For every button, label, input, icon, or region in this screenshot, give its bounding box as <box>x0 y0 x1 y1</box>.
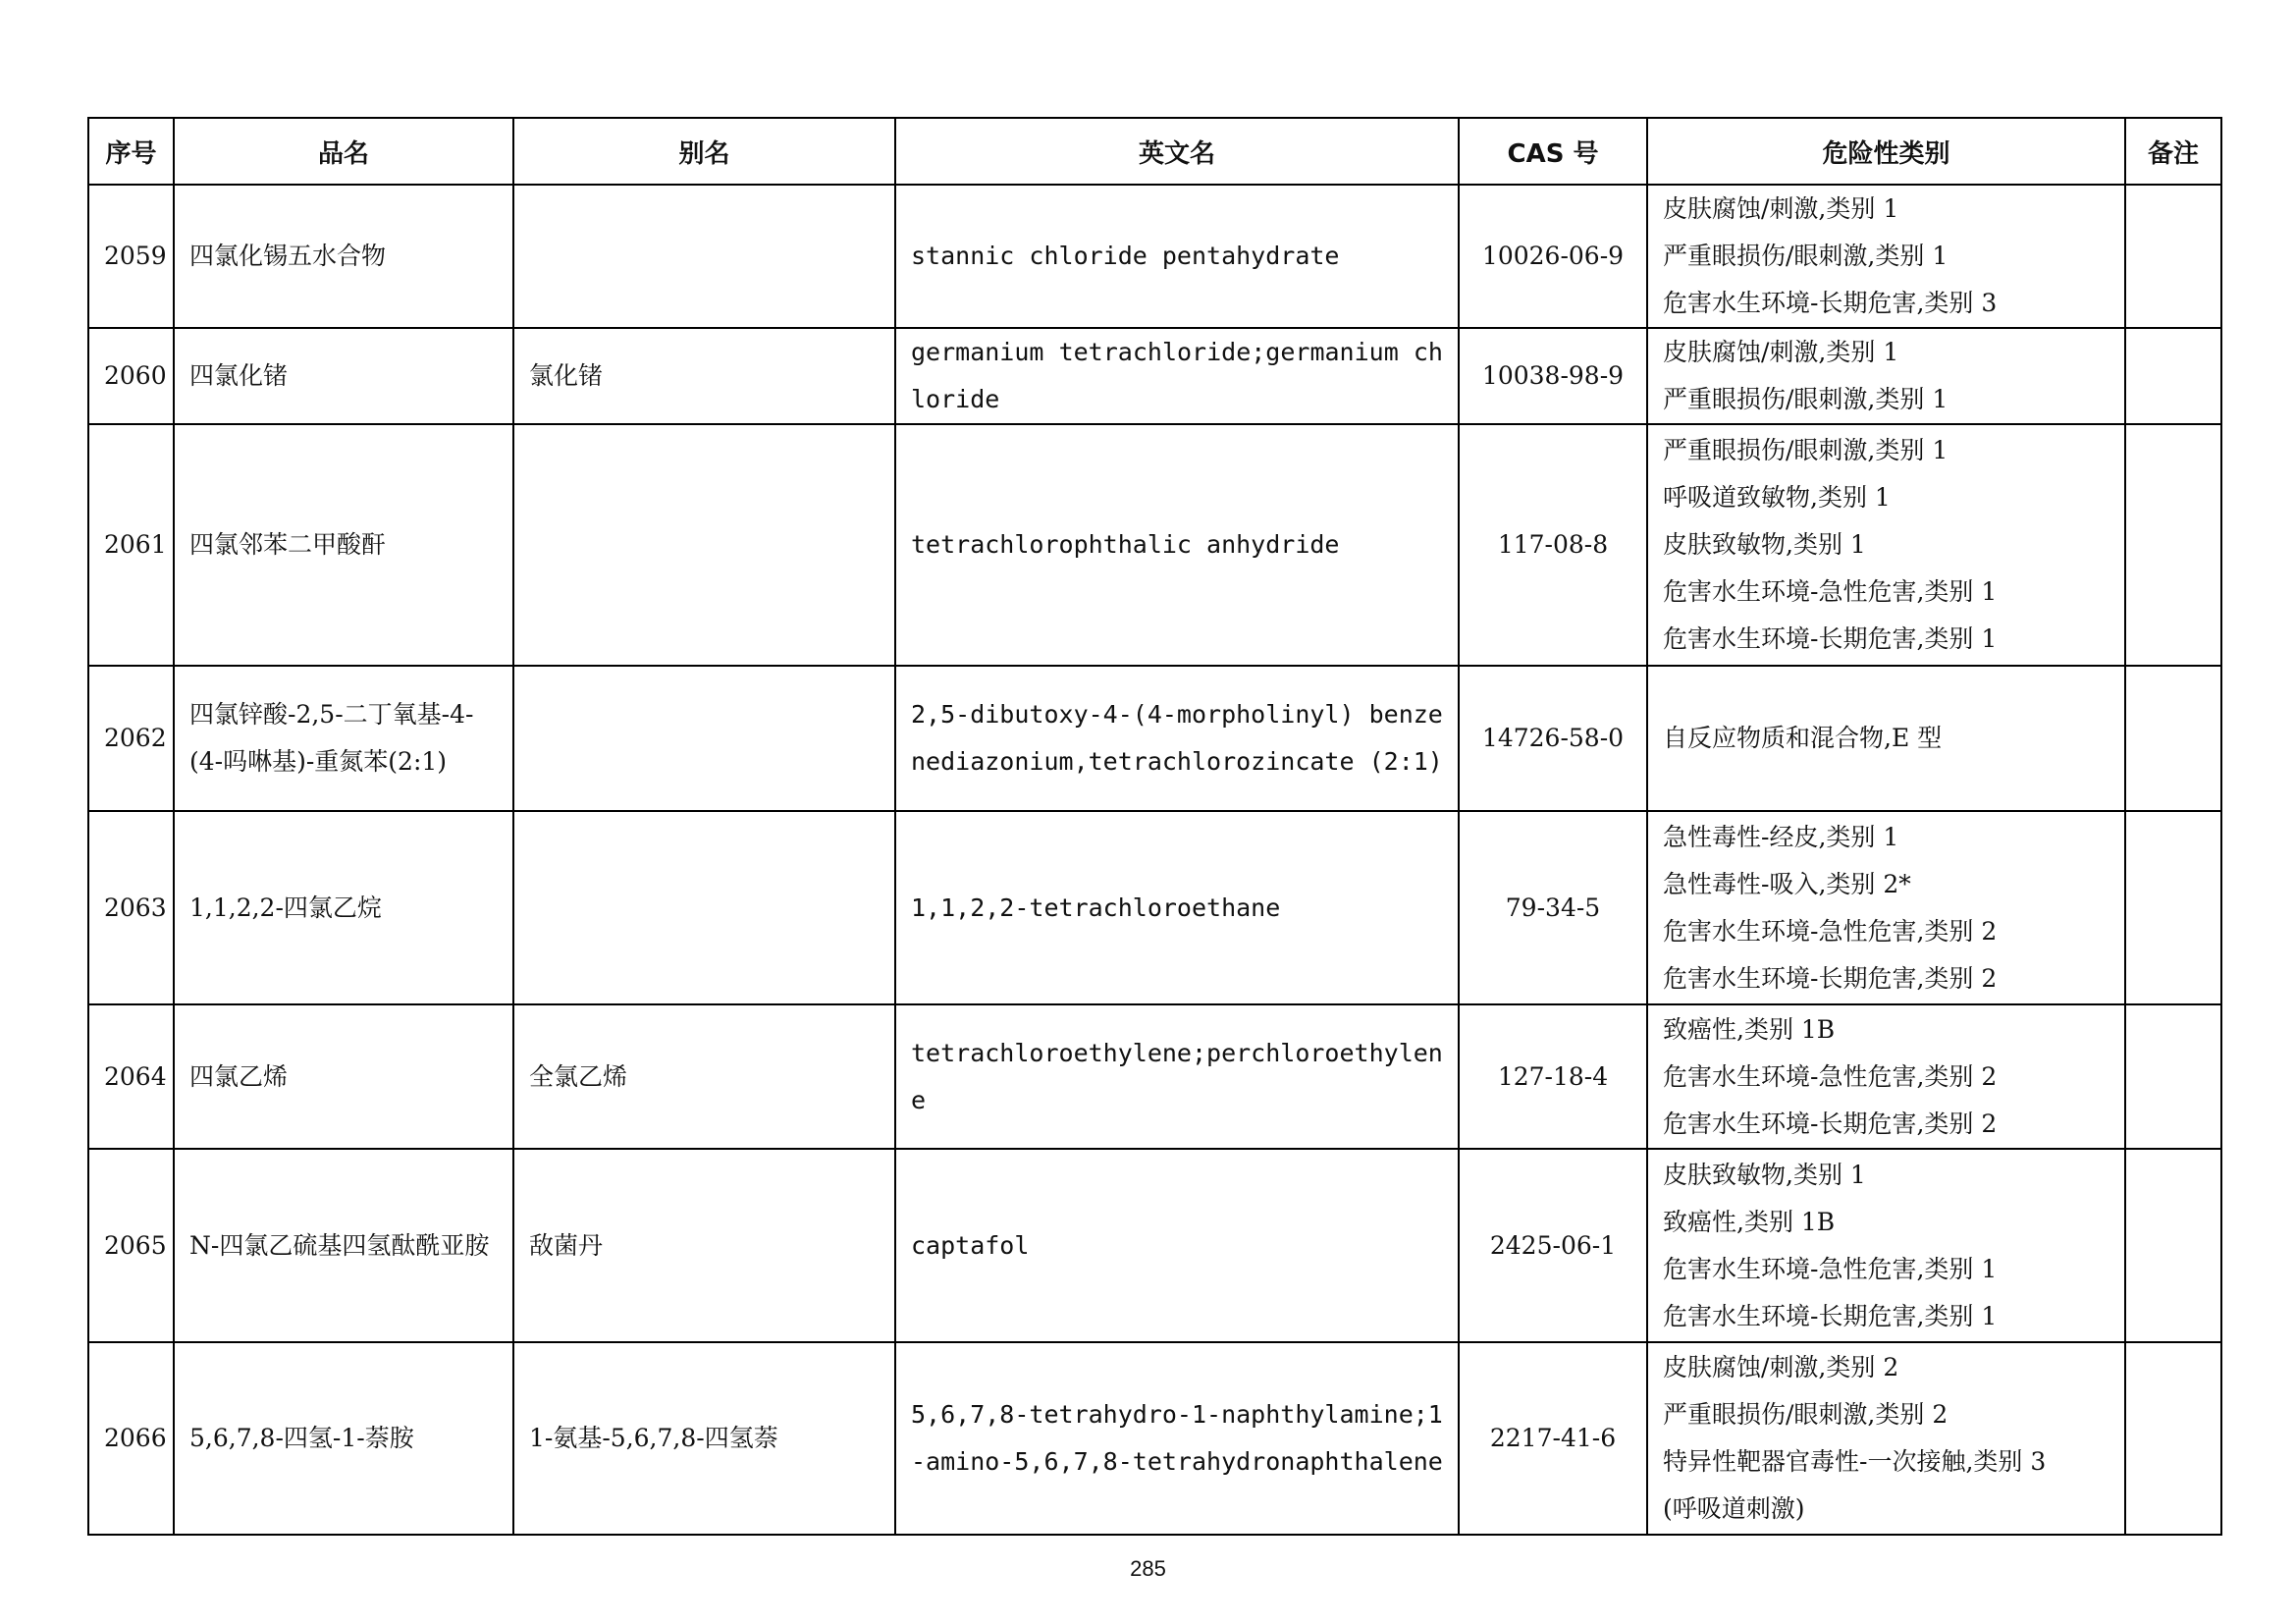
hazard-line: 危害水生环境-长期危害,类别 3 <box>1663 289 1998 317</box>
hazard-line: 急性毒性-经皮,类别 1 <box>1663 822 1899 851</box>
hazard-line: 自反应物质和混合物,E 型 <box>1663 724 1943 752</box>
cell-hazard <box>1647 811 2125 1004</box>
cell-hazard <box>1647 1149 2125 1342</box>
cell-english: 1,1,2,2-tetrachloroethane <box>895 811 1459 1004</box>
cell-note <box>2125 1149 2221 1342</box>
hazard-line: 危害水生环境-急性危害,类别 2 <box>1663 1061 1998 1091</box>
header-seq: 序号 <box>88 118 174 185</box>
table-row <box>88 328 2221 424</box>
hazard-line: (呼吸道刺激) <box>1663 1494 1805 1523</box>
cell-alias: 1-氨基-5,6,7,8-四氢萘 <box>513 1342 895 1535</box>
cell-seq: 2059 <box>88 185 174 328</box>
page-number: 285 <box>1130 1556 1166 1581</box>
cell-hazard <box>1647 666 2125 811</box>
hazard-line: 皮肤腐蚀/刺激,类别 1 <box>1663 338 1899 366</box>
hazard-line: 危害水生环境-长期危害,类别 2 <box>1663 1109 1998 1138</box>
cell-cas: 14726-58-0 <box>1459 666 1647 811</box>
table-row <box>88 1342 2221 1535</box>
hazard-line: 危害水生环境-急性危害,类别 1 <box>1663 577 1998 606</box>
cell-note <box>2125 811 2221 1004</box>
cell-english: germanium tetrachloride;germanium chloride <box>895 328 1459 424</box>
hazard-line: 严重眼损伤/眼刺激,类别 1 <box>1663 242 1949 270</box>
cell-english: stannic chloride pentahydrate <box>895 185 1459 328</box>
cell-alias <box>513 185 895 328</box>
cell-name: 1,1,2,2-四氯乙烷 <box>174 811 513 1004</box>
cell-hazard <box>1647 185 2125 328</box>
hazard-line: 致癌性,类别 1B <box>1663 1014 1836 1044</box>
hazard-line: 危害水生环境-长期危害,类别 2 <box>1663 963 1998 993</box>
cell-name: N-四氯乙硫基四氢酞酰亚胺 <box>174 1149 513 1342</box>
table-row <box>88 811 2221 1004</box>
cell-cas: 10038-98-9 <box>1459 328 1647 424</box>
cell-alias <box>513 666 895 811</box>
cell-english: 2,5-dibutoxy-4-(4-morpholinyl) benzenediazonium,tetrachlorozincate (2:1) <box>895 666 1459 811</box>
cell-name: 四氯邻苯二甲酸酐 <box>174 424 513 666</box>
cell-seq: 2062 <box>88 666 174 811</box>
cell-alias <box>513 424 895 666</box>
cell-note <box>2125 1004 2221 1149</box>
table-row <box>88 185 2221 328</box>
hazard-line: 危害水生环境-急性危害,类别 1 <box>1663 1254 1998 1283</box>
hazardous-chemicals-table <box>87 117 2222 1536</box>
table-header-row <box>88 118 2221 185</box>
hazard-line: 危害水生环境-急性危害,类别 2 <box>1663 916 1998 946</box>
hazard-line: 严重眼损伤/眼刺激,类别 1 <box>1663 385 1949 413</box>
table-row <box>88 424 2221 666</box>
cell-note <box>2125 185 2221 328</box>
cell-seq: 2061 <box>88 424 174 666</box>
hazard-line: 特异性靶器官毒性-一次接触,类别 3 <box>1663 1447 2047 1476</box>
hazard-line: 危害水生环境-长期危害,类别 1 <box>1663 1301 1998 1330</box>
hazard-line: 严重眼损伤/眼刺激,类别 1 <box>1663 436 1949 464</box>
cell-seq: 2066 <box>88 1342 174 1535</box>
cell-cas: 117-08-8 <box>1459 424 1647 666</box>
cell-alias: 敌菌丹 <box>513 1149 895 1342</box>
cell-seq: 2063 <box>88 811 174 1004</box>
cell-note <box>2125 666 2221 811</box>
cell-name: 四氯乙烯 <box>174 1004 513 1149</box>
cell-english: tetrachlorophthalic anhydride <box>895 424 1459 666</box>
header-note: 备注 <box>2125 118 2221 185</box>
cell-alias <box>513 811 895 1004</box>
header-cas: CAS 号 <box>1459 118 1647 185</box>
cell-seq: 2064 <box>88 1004 174 1149</box>
cell-seq: 2060 <box>88 328 174 424</box>
cell-name: 四氯化锡五水合物 <box>174 185 513 328</box>
cell-seq: 2065 <box>88 1149 174 1342</box>
hazard-line: 皮肤腐蚀/刺激,类别 2 <box>1663 1353 1899 1381</box>
table-row <box>88 1004 2221 1149</box>
cell-name: 5,6,7,8-四氢-1-萘胺 <box>174 1342 513 1535</box>
cell-cas: 2217-41-6 <box>1459 1342 1647 1535</box>
cell-note <box>2125 328 2221 424</box>
cell-cas: 10026-06-9 <box>1459 185 1647 328</box>
cell-note <box>2125 424 2221 666</box>
cell-hazard <box>1647 1004 2125 1149</box>
header-name: 品名 <box>174 118 513 185</box>
hazard-line: 急性毒性-吸入,类别 2* <box>1663 869 1911 898</box>
hazard-line: 呼吸道致敏物,类别 1 <box>1663 483 1891 512</box>
cell-note <box>2125 1342 2221 1535</box>
cell-hazard <box>1647 424 2125 666</box>
cell-name: 四氯化锗 <box>174 328 513 424</box>
cell-cas: 2425-06-1 <box>1459 1149 1647 1342</box>
table-row <box>88 1149 2221 1342</box>
hazard-line: 严重眼损伤/眼刺激,类别 2 <box>1663 1400 1949 1429</box>
cell-english: 5,6,7,8-tetrahydro-1-naphthylamine;1-amino-5,6,7,8-tetrahydronaphthalene <box>895 1342 1459 1535</box>
cell-alias: 氯化锗 <box>513 328 895 424</box>
cell-english: tetrachloroethylene;perchloroethylene <box>895 1004 1459 1149</box>
header-english: 英文名 <box>895 118 1459 185</box>
header-alias: 别名 <box>513 118 895 185</box>
table-row <box>88 666 2221 811</box>
header-hazard: 危险性类别 <box>1647 118 2125 185</box>
cell-hazard <box>1647 328 2125 424</box>
cell-name: 四氯锌酸-2,5-二丁氧基-4-(4-吗啉基)-重氮苯(2:1) <box>174 666 513 811</box>
hazard-line: 皮肤腐蚀/刺激,类别 1 <box>1663 194 1899 223</box>
hazard-line: 皮肤致敏物,类别 1 <box>1663 530 1866 559</box>
cell-cas: 127-18-4 <box>1459 1004 1647 1149</box>
hazard-line: 致癌性,类别 1B <box>1663 1207 1836 1236</box>
hazard-line: 危害水生环境-长期危害,类别 1 <box>1663 624 1998 653</box>
cell-cas: 79-34-5 <box>1459 811 1647 1004</box>
cell-hazard <box>1647 1342 2125 1535</box>
hazard-line: 皮肤致敏物,类别 1 <box>1663 1160 1866 1189</box>
cell-english: captafol <box>895 1149 1459 1342</box>
cell-alias: 全氯乙烯 <box>513 1004 895 1149</box>
